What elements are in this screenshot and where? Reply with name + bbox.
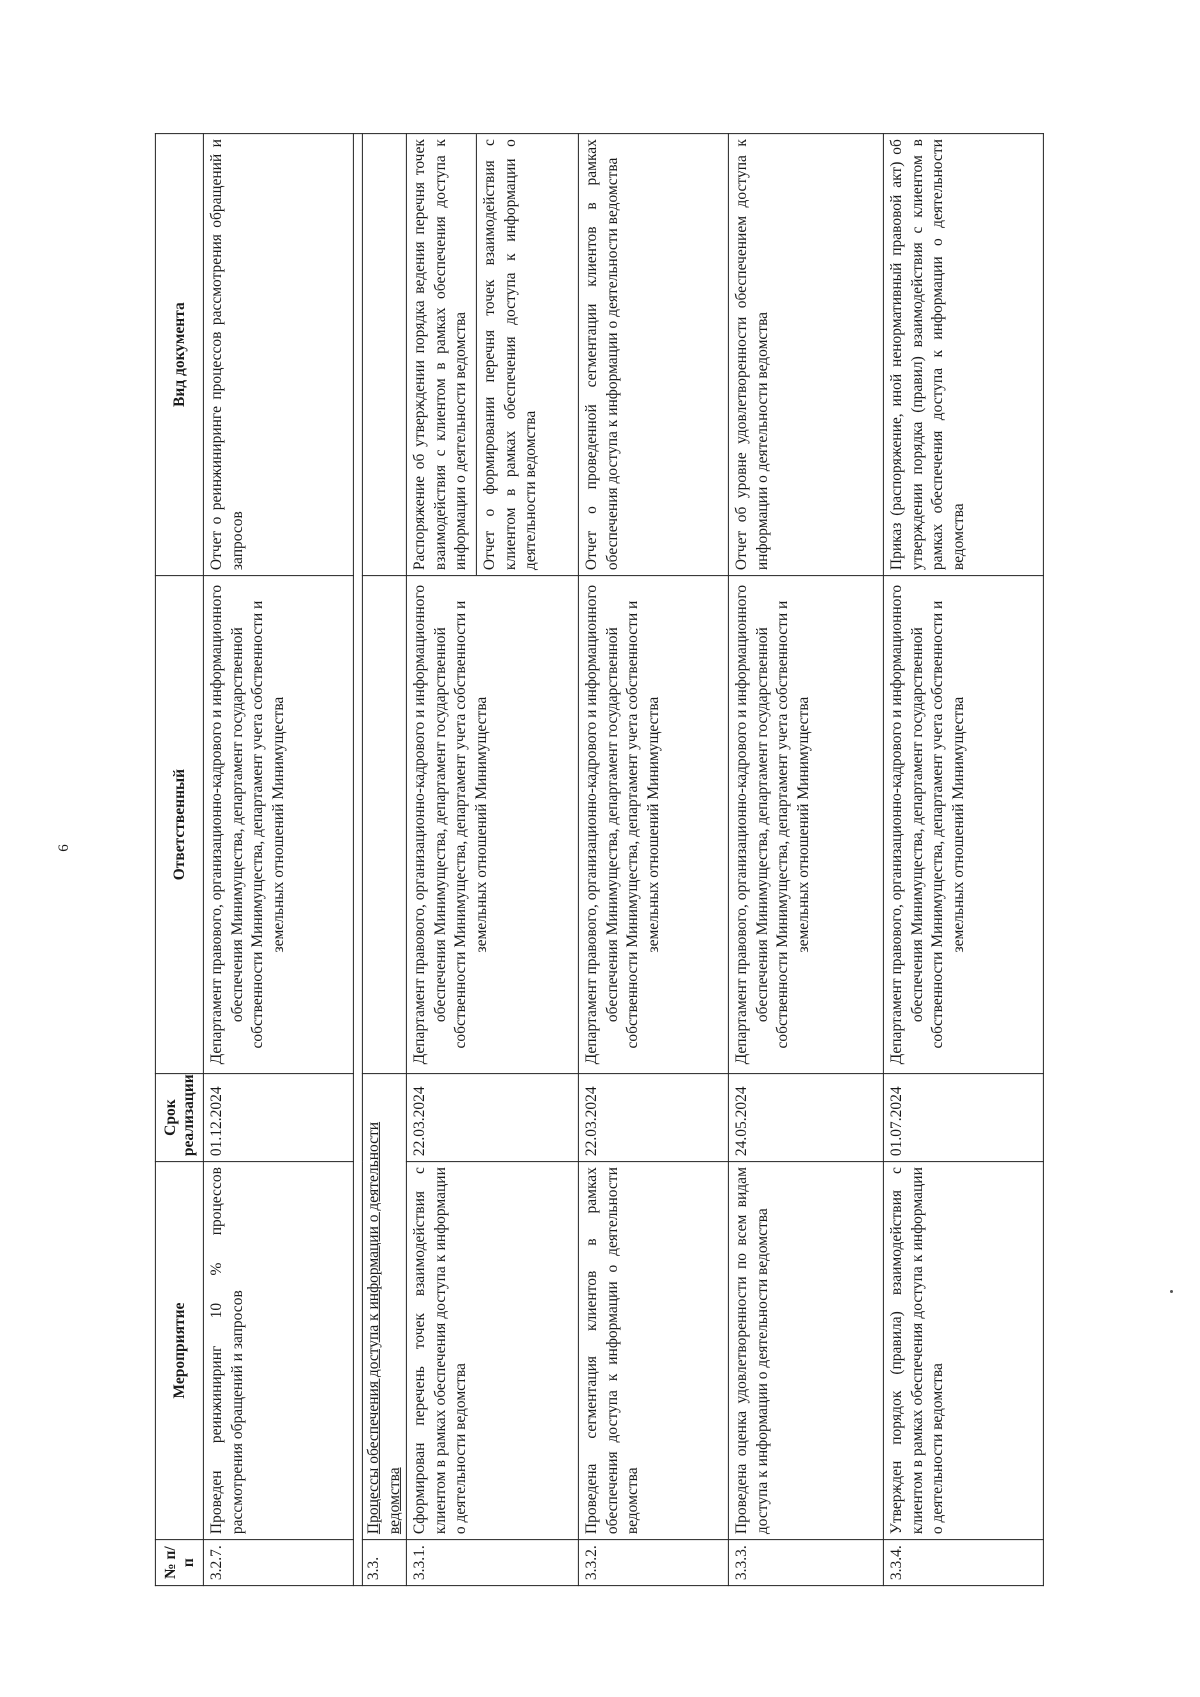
row-num: 3.3.1. [407,1540,579,1586]
scan-speck [1170,1290,1173,1293]
spacer-row [353,134,362,1586]
document-entry: Отчет о формировании перечня точек взаимодействия с клиентом в рамках обеспечения доступа к информации о деятельности ведомства [476,134,542,575]
table-row [579,134,729,1586]
header-num: № п/п [155,1540,203,1586]
row-num: 3.3.3. [729,1540,884,1586]
row-document [729,134,884,576]
row-deadline: 22.03.2024 [579,1074,729,1162]
row-deadline: 24.05.2024 [729,1074,884,1162]
row-event: Проведена сегментация клиентов в рамках обеспечения доступа к информации о деятельности ведомства [579,1162,729,1540]
row-num: 3.3.4. [884,1540,1044,1586]
row-event: Сформирован перечень точек взаимодействия с клиентом в рамках обеспечения доступа к информации о деятельности ведомства [407,1162,579,1540]
row-deadline: 22.03.2024 [407,1074,579,1162]
table-row [203,134,353,1586]
header-responsible: Ответственный [155,576,203,1074]
row-responsible: Департамент правового, организационно-кадрового и информационного обеспечения Минимущества, департамент государственной собственности Минимущества, департамент учета собственности и земельных отношений Минимущества [884,576,1044,1074]
section-title [362,1074,406,1540]
row-event: Утвержден порядок (правила) взаимодействия с клиентом в рамках обеспечения доступа к информации о деятельности ведомства [884,1162,1044,1540]
row-document [884,134,1044,576]
plan-table [155,133,1044,1586]
row-document [203,134,353,576]
section-title-text: Процессы обеспечения доступа к информации о деятельности ведомства [364,1121,403,1535]
section-row [362,134,406,1586]
row-event: Проведен реинжиниринг 10 % процессов рассмотрения обращений и запросов [203,1162,353,1540]
table-row [884,134,1044,1586]
row-num: 3.3.2. [579,1540,729,1586]
row-deadline: 01.07.2024 [884,1074,1044,1162]
table-row [729,134,884,1586]
document-entry: Отчет о реинжиниринге процессов рассмотрения обращений и запросов [207,139,246,571]
row-event: Проведена оценка удовлетворенности по всем видам доступа к информации о деятельности ведомства [729,1162,884,1540]
row-deadline: 01.12.2024 [203,1074,353,1162]
section-num: 3.3. [362,1540,406,1586]
section-empty-cell [362,576,406,1074]
spacer-cell [353,134,362,1586]
row-responsible: Департамент правового, организационно-кадрового и информационного обеспечения Минимущества, департамент государственной собственности Минимущества, департамент учета собственности и земельных отношений Минимущества [203,576,353,1074]
document-entry: Приказ (распоряжение, иной ненормативный правовой акт) об утверждении порядка (правил) взаимодействия с клиентом в рамках обеспечения доступа к информации о деятельности ведомства [888,139,967,571]
section-empty-cell [362,134,406,576]
row-num: 3.2.7. [203,1540,353,1586]
header-deadline: Срок реализации [155,1074,203,1162]
header-event: Мероприятие [155,1162,203,1540]
row-responsible: Департамент правового, организационно-кадрового и информационного обеспечения Минимущества, департамент государственной собственности Минимущества, департамент учета собственности и земельных отношений Минимущества [579,576,729,1074]
row-responsible: Департамент правового, организационно-кадрового и информационного обеспечения Минимущества, департамент государственной собственности Минимущества, департамент учета собственности и земельных отношений Минимущества [407,576,579,1074]
table-row [407,134,579,1586]
row-document [407,134,579,576]
document-entry: Распоряжение об утверждении порядка ведения перечня точек взаимодействия с клиентом в рамках обеспечения доступа к информации о деятельности ведомства [411,139,470,571]
row-responsible: Департамент правового, организационно-кадрового и информационного обеспечения Минимущества, департамент государственной собственности Минимущества, департамент учета собственности и земельных отношений Минимущества [729,576,884,1074]
header-document: Вид документа [155,134,203,576]
page-number: 6 [55,844,72,852]
row-document [579,134,729,576]
document-entry: Отчет о проведенной сегментации клиентов в рамках обеспечения доступа к информации о деятельности ведомства [583,139,621,571]
document-entry: Отчет об уровне удовлетворенности обеспечением доступа к информации о деятельности ведомства [733,139,771,571]
table-header-row [155,134,203,1586]
